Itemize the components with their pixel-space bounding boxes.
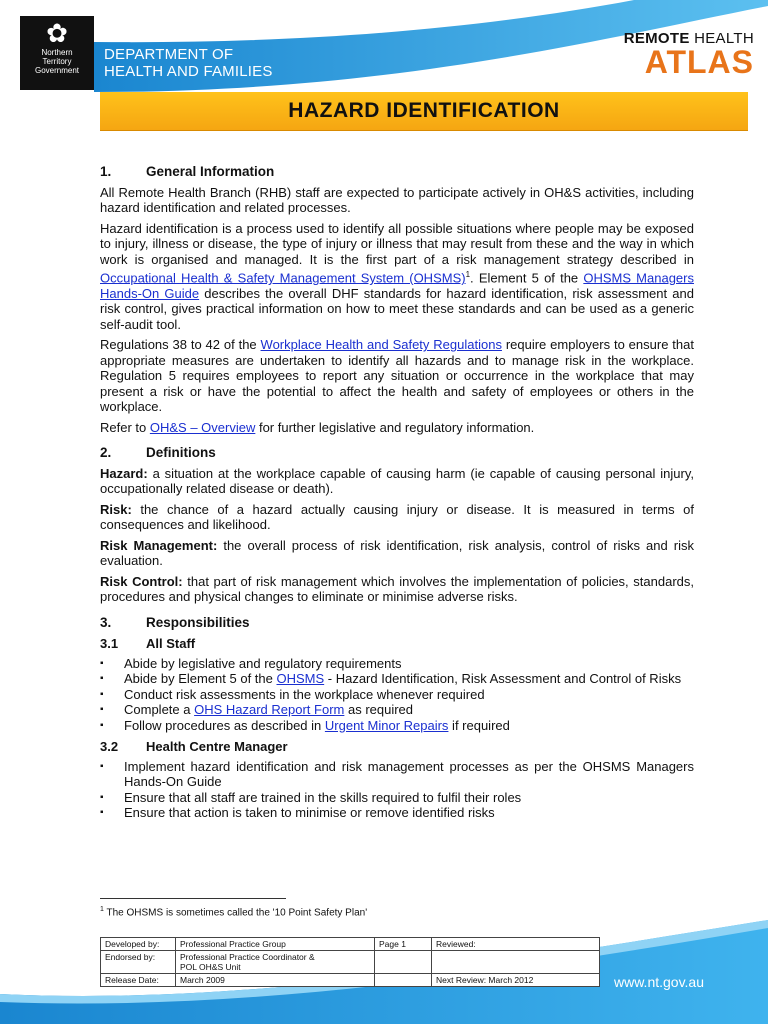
definition-term: Risk Management:: [100, 537, 218, 553]
list-item: ▪ Conduct risk assessments in the workplace whenever required: [100, 687, 694, 703]
definition-text: a situation at the workplace capable of causing harm (ie capable of causing personal injury, occupationally related disease or death).: [100, 465, 694, 497]
table-cell: Next Review: March 2012: [432, 974, 600, 987]
section-number: 3.: [100, 614, 112, 630]
table-cell: Reviewed:: [432, 938, 600, 951]
definition-text: the chance of a hazard actually causing injury or disease. It is measured in terms of consequences and likelihood.: [100, 501, 694, 533]
text: . Element 5 of the: [470, 270, 584, 286]
health-centre-manager-list: [100, 759, 694, 821]
nt-logo-line: Northern: [41, 48, 73, 57]
footnote-number: 1: [100, 906, 104, 913]
footnote-divider: [100, 898, 286, 899]
atlas-health: HEALTH: [694, 30, 754, 47]
definition: [100, 574, 694, 605]
table-cell: Page 1: [375, 938, 432, 951]
all-staff-list: [100, 656, 694, 734]
text: Abide by Element 5 of the: [124, 671, 277, 687]
paragraph: [100, 337, 694, 415]
atlas-wordmark: ATLAS: [644, 44, 754, 80]
list-item: ▪ Ensure that all staff are trained in the skills required to fulfil their roles: [100, 790, 694, 806]
table-cell: Developed by:: [101, 938, 176, 951]
text: Complete a: [124, 702, 195, 718]
department-name: [104, 46, 273, 80]
definition: [100, 502, 694, 533]
subsection-number: 3.2: [100, 739, 119, 755]
whs-regulations-link[interactable]: Workplace Health and Safety Regulations: [260, 337, 502, 353]
section-number: 2.: [100, 445, 112, 461]
table-cell: Release Date:: [101, 974, 176, 987]
atlas-remote: REMOTE: [623, 30, 690, 47]
section-heading: [100, 164, 694, 180]
endorsed-line: POL OH&S Unit: [180, 962, 241, 972]
text: as required: [344, 702, 414, 718]
text: Follow procedures as described in: [124, 717, 325, 733]
definition-term: Risk Control:: [100, 573, 183, 589]
text: Regulations 38 to 42 of the: [100, 337, 261, 353]
list-item: ▪ Abide by legislative and regulatory requirements: [100, 656, 694, 672]
section-number: 1.: [100, 164, 112, 179]
subsection-title: Health Centre Manager: [146, 739, 288, 755]
department-line-2: HEALTH AND FAMILIES: [104, 63, 273, 80]
paragraph: [100, 420, 694, 436]
endorsed-line: Professional Practice Coordinator &: [180, 952, 315, 962]
title-bar: [100, 92, 748, 131]
subsection-number: 3.1: [100, 636, 119, 652]
nt-logo-line: Territory: [42, 57, 72, 66]
remote-health-atlas-logo: [604, 30, 754, 80]
table-row: [101, 974, 600, 987]
list-item: ▪ Ensure that action is taken to minimise or remove identified risks: [100, 805, 694, 821]
definition-text: the overall process of risk identification, risk analysis, control of risks and risk evaluation.: [100, 537, 694, 569]
managers-guide-link[interactable]: OHSMS Managers Hands-On Guide: [100, 270, 694, 301]
department-line-1: DEPARTMENT OF: [104, 46, 234, 63]
text: - Hazard Identification, Risk Assessment and Control of Risks: [324, 671, 682, 687]
footnote: [100, 906, 367, 918]
definition: [100, 538, 694, 569]
subsection-title: All Staff: [146, 636, 196, 652]
ohs-overview-link[interactable]: OH&S – Overview: [149, 419, 256, 435]
definition: [100, 466, 694, 497]
text: Hazard identification is a process used to identify all possible situations where people may be exposed to injury, illness or disease, the type of injury or illness that may result from these and the way in which work is organised and managed. It is the first part of a risk management strategy described in: [100, 220, 694, 267]
table-cell: Endorsed by:: [101, 951, 176, 974]
table-cell: [375, 974, 432, 987]
document-control-table: [100, 937, 600, 987]
urgent-minor-repairs-link[interactable]: Urgent Minor Repairs: [324, 717, 449, 733]
desert-rose-icon: ✿: [46, 18, 68, 48]
definition-term: Risk:: [100, 501, 132, 517]
subsection-heading: [100, 739, 694, 755]
table-cell: [375, 951, 432, 974]
table-row: [101, 951, 600, 974]
section-title: General Information: [146, 164, 275, 179]
list-item: [100, 671, 694, 687]
nt-logo-line: Government: [34, 66, 80, 75]
text: Refer to: [100, 419, 150, 435]
table-cell: [176, 951, 375, 974]
main-content: [100, 154, 694, 825]
text: if required: [448, 717, 510, 733]
footnote-ref: 1: [465, 270, 471, 279]
table-row: [101, 938, 600, 951]
section-heading: [100, 615, 694, 631]
ohsms-link[interactable]: Occupational Health & Safety Management System (OHSMS): [100, 270, 466, 286]
section-title: Definitions: [146, 445, 216, 461]
section-heading: [100, 445, 694, 461]
section-title: Responsibilities: [146, 614, 250, 630]
table-cell: March 2009: [176, 974, 375, 987]
hazard-report-form-link[interactable]: OHS Hazard Report Form: [194, 702, 345, 718]
page-header: [0, 0, 768, 96]
paragraph: [100, 221, 694, 333]
table-cell: [432, 951, 600, 974]
list-item: ▪ Implement hazard identification and risk management processes as per the OHSMS Managers Hands-On Guide: [100, 759, 694, 790]
table-cell: Professional Practice Group: [176, 938, 375, 951]
list-item: [100, 718, 694, 734]
page-title: HAZARD IDENTIFICATION: [288, 99, 560, 122]
website-url: www.nt.gov.au: [614, 974, 705, 990]
definition-text: that part of risk management which involves the implementation of policies, standards, procedures and physical changes to eliminate or minimise adverse risks.: [100, 573, 694, 605]
text: require employers to ensure that appropriate measures are undertaken to identify all hazards and to manage risk in the workplace. Regulation 5 requires employees to report any situation or occurrence in the workplace that may present a risk or have the potential to affect the health and safety of employees or others in the workplace.: [100, 337, 694, 415]
nt-government-logo: [20, 16, 94, 90]
text: describes the overall DHF standards for hazard identification, risk assessment and risk control, gives practical information on how to meet these standards and can be used as a generic self-audit tool.: [100, 285, 694, 332]
list-item: [100, 702, 694, 718]
text: for further legislative and regulatory information.: [255, 419, 535, 435]
footnote-text: The OHSMS is sometimes called the '10 Point Safety Plan': [103, 907, 368, 919]
ohsms-link[interactable]: OHSMS: [276, 671, 325, 687]
definition-term: Hazard:: [100, 465, 148, 481]
subsection-heading: [100, 636, 694, 652]
paragraph: All Remote Health Branch (RHB) staff are expected to participate actively in OH&S activities, including hazard identification and related processes.: [100, 184, 694, 215]
